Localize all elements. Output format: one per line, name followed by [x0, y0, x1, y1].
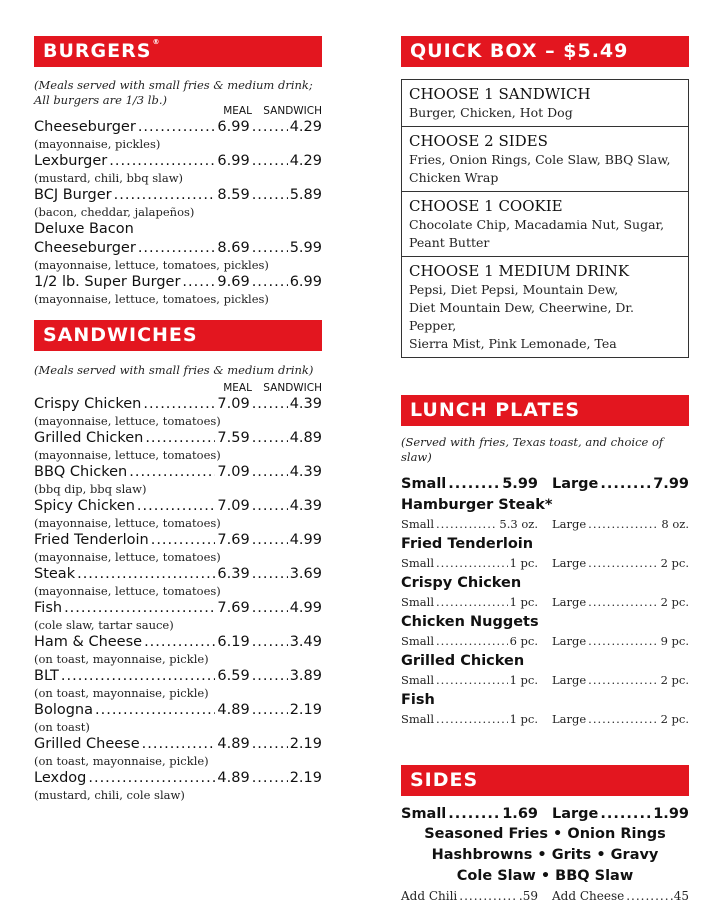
quick-box-section: [402, 192, 688, 257]
plate-name: Chicken Nuggets: [401, 614, 539, 630]
burgers-banner: [34, 36, 322, 67]
menu-item: [34, 220, 322, 272]
addon-price: .59: [518, 889, 538, 903]
quick-box-title: QUICK BOX – $5.49: [410, 40, 629, 62]
menu-item: [34, 395, 322, 428]
sandwiches-banner: [34, 320, 322, 351]
portion: 9 pc.: [660, 634, 689, 648]
leader-dots: [252, 633, 288, 652]
burgers-note-line: All burgers are 1/3 lb.): [34, 93, 167, 107]
item-name: Lexburger: [34, 153, 108, 169]
sandwich-price: 5.89: [289, 187, 322, 203]
meal-price: 6.39: [217, 566, 250, 582]
leader-dots: [588, 632, 658, 650]
quick-box-section: [402, 80, 688, 127]
sides-small-price: [401, 804, 538, 824]
menu-item: [34, 769, 322, 802]
leader-dots: [436, 515, 497, 533]
lunch-small-price: [401, 474, 538, 494]
leader-dots: [436, 671, 508, 689]
portion: 1 pc.: [509, 712, 538, 726]
burgers-note: [34, 78, 322, 108]
meal-price: 4.89: [217, 736, 250, 752]
leader-dots: [109, 152, 215, 171]
sandwich-price: 4.29: [289, 153, 322, 169]
leader-dots: [436, 632, 508, 650]
item-name: 1/2 lb. Super Burger: [34, 274, 181, 290]
leader-dots: [252, 599, 288, 618]
leader-dots: [95, 701, 215, 720]
item-name: Grilled Cheese: [34, 736, 140, 752]
leader-dots: [137, 497, 216, 516]
sandwich-price: 4.29: [289, 119, 322, 135]
leader-dots: [588, 671, 658, 689]
meal-column-header: MEAL: [223, 105, 252, 117]
size-label: Large: [552, 806, 599, 822]
lunch-plates-price-row: [401, 474, 689, 494]
item-description: (mustard, chili, bbq slaw): [34, 171, 184, 185]
section-line: Sierra Mist, Pink Lemonade, Tea: [409, 336, 617, 351]
meal-price: 9.69: [217, 274, 250, 290]
leader-dots: [252, 497, 288, 516]
small-portion: [401, 710, 538, 728]
small-portion: [401, 593, 538, 611]
lunch-plates-title: LUNCH PLATES: [410, 399, 581, 421]
section-line: Burger, Chicken, Hot Dog: [409, 105, 573, 120]
sandwich-price: 4.39: [289, 464, 322, 480]
section-line: Pepsi, Diet Pepsi, Mountain Dew,: [409, 282, 619, 297]
left-column: [34, 36, 322, 802]
burgers-note-line: (Meals served with small fries & medium drink;: [34, 78, 313, 92]
size-label: Small: [401, 556, 434, 570]
leader-dots: [145, 429, 215, 448]
section-line: Chicken Wrap: [409, 170, 499, 185]
leader-dots: [252, 701, 288, 720]
add-cheese: [552, 887, 689, 905]
menu-item: [34, 667, 322, 700]
item-name: Bologna: [34, 702, 93, 718]
item-description: (mayonnaise, lettuce, tomatoes, pickles): [34, 258, 269, 272]
item-price-row: [34, 667, 322, 686]
size-label: Large: [552, 673, 587, 687]
sandwich-price: 2.19: [289, 770, 322, 786]
sides-addons-row: [401, 887, 689, 905]
leader-dots: [114, 186, 216, 205]
size-label: Large: [552, 556, 587, 570]
large-portion: [552, 593, 689, 611]
menu-item: [34, 273, 322, 306]
leader-dots: [436, 593, 508, 611]
leader-dots: [252, 735, 288, 754]
item-price-row: [34, 701, 322, 720]
meal-price: 7.09: [217, 498, 250, 514]
size-label: Large: [552, 517, 587, 531]
plate-portions: [401, 554, 689, 572]
leader-dots: [588, 554, 658, 572]
leader-dots: [129, 463, 215, 482]
leader-dots: [143, 395, 215, 414]
large-portion: [552, 710, 689, 728]
portion: 6 pc.: [509, 634, 538, 648]
item-price-row: [34, 769, 322, 788]
leader-dots: [252, 565, 288, 584]
meal-price: 7.69: [217, 532, 250, 548]
item-price-row: [34, 118, 322, 137]
addon-label: Add Cheese: [552, 889, 625, 903]
item-price-row: [34, 497, 322, 516]
leader-dots: [64, 599, 215, 618]
item-name: Lexdog: [34, 770, 87, 786]
addon-label: Add Chili: [401, 889, 458, 903]
item-description: (mayonnaise, lettuce, tomatoes): [34, 550, 221, 564]
item-description: (on toast, mayonnaise, pickle): [34, 686, 209, 700]
sandwich-column-header: SANDWICH: [263, 382, 322, 394]
menu-item: [34, 735, 322, 768]
leader-dots: [588, 515, 659, 533]
section-line: Peant Butter: [409, 235, 490, 250]
item-price-row: [34, 152, 322, 171]
menu-item: [34, 152, 322, 185]
small-portion: [401, 515, 538, 533]
leader-dots: [138, 118, 216, 137]
size-label: Large: [552, 476, 599, 492]
price: 1.99: [653, 806, 689, 822]
small-portion: [401, 632, 538, 650]
sandwich-price: 4.89: [289, 430, 322, 446]
item-price-row: [34, 395, 322, 414]
item-price-row: [34, 735, 322, 754]
menu-item: [34, 633, 322, 666]
section-title: CHOOSE 1 SANDWICH: [409, 85, 591, 103]
item-description: (mayonnaise, lettuce, tomatoes, pickles): [34, 292, 269, 306]
portion: 1 pc.: [509, 595, 538, 609]
leader-dots: [252, 118, 288, 137]
size-label: Small: [401, 673, 434, 687]
item-price-row: [34, 531, 322, 550]
menu-item: [34, 531, 322, 564]
portion: 2 pc.: [660, 556, 689, 570]
sandwich-price: 4.99: [289, 532, 322, 548]
quick-box-banner: [401, 36, 689, 67]
plate-name: Hamburger Steak*: [401, 497, 553, 513]
price: 1.69: [502, 806, 538, 822]
large-portion: [552, 554, 689, 572]
plate-portions: [401, 593, 689, 611]
item-name: Ham & Cheese: [34, 634, 143, 650]
section-title: CHOOSE 1 MEDIUM DRINK: [409, 262, 630, 280]
meal-column-header: MEAL: [223, 382, 252, 394]
leader-dots: [138, 239, 216, 258]
leader-dots: [252, 239, 288, 258]
leader-dots: [436, 554, 508, 572]
menu-item: [34, 429, 322, 462]
item-name: BBQ Chicken: [34, 464, 128, 480]
leader-dots: [142, 735, 216, 754]
plate-portions: [401, 515, 689, 533]
portion: 1 pc.: [509, 556, 538, 570]
leader-dots: [144, 633, 215, 652]
item-description: (on toast): [34, 720, 90, 734]
quick-box-panel: [401, 79, 689, 358]
item-name: Steak: [34, 566, 76, 582]
sides-large-price: [552, 804, 689, 824]
item-price-row: [34, 599, 322, 618]
sandwiches-list: [34, 395, 322, 802]
size-label: Small: [401, 634, 434, 648]
menu-item: [34, 463, 322, 496]
leader-dots: [252, 186, 288, 205]
sandwich-price: 3.49: [289, 634, 322, 650]
sandwiches-note: (Meals served with small fries & medium drink): [34, 363, 314, 377]
portion: 2 pc.: [660, 712, 689, 726]
item-description: (on toast, mayonnaise, pickle): [34, 652, 209, 666]
menu-item: [34, 118, 322, 151]
leader-dots: [77, 565, 215, 584]
item-name: Grilled Chicken: [34, 430, 144, 446]
lunch-plates-list: [401, 496, 689, 728]
plate-portions: [401, 632, 689, 650]
sides-banner: [401, 765, 689, 796]
leader-dots: [151, 531, 216, 550]
portion: 2 pc.: [660, 595, 689, 609]
meal-price: 4.89: [217, 702, 250, 718]
item-name: Cheeseburger: [34, 119, 136, 135]
menu-item: [34, 599, 322, 632]
size-label: Small: [401, 517, 434, 531]
right-column: [401, 36, 689, 905]
item-description: (mayonnaise, lettuce, tomatoes): [34, 414, 221, 428]
item-description: (mayonnaise, lettuce, tomatoes): [34, 584, 221, 598]
leader-dots: [61, 667, 216, 686]
sandwiches-title: SANDWICHES: [43, 324, 198, 346]
portion: 5.3 oz.: [499, 517, 538, 531]
sandwich-price: 3.69: [289, 566, 322, 582]
burgers-title: BURGERS: [43, 40, 152, 62]
item-description: (bbq dip, bbq slaw): [34, 482, 147, 496]
sandwiches-column-headers: [34, 382, 322, 394]
size-label: Small: [401, 476, 447, 492]
sides-title: SIDES: [410, 769, 479, 791]
section-line: Diet Mountain Dew, Cheerwine, Dr. Pepper,: [409, 300, 634, 333]
item-price-row: [34, 565, 322, 584]
sides-line: Cole Slaw • BBQ Slaw: [456, 868, 634, 884]
item-price-row: [34, 463, 322, 482]
plate-name: Fish: [401, 692, 435, 708]
trademark-mark: ®: [152, 38, 161, 46]
meal-price: 6.59: [217, 668, 250, 684]
small-portion: [401, 554, 538, 572]
leader-dots: [588, 710, 658, 728]
meal-price: 7.69: [217, 600, 250, 616]
item-name: BCJ Burger: [34, 187, 112, 203]
large-portion: [552, 632, 689, 650]
size-label: Small: [401, 806, 447, 822]
price: 7.99: [653, 476, 689, 492]
plate-name: Crispy Chicken: [401, 575, 522, 591]
sandwich-price: 4.99: [289, 600, 322, 616]
portion: 8 oz.: [661, 517, 689, 531]
meal-price: 6.99: [217, 153, 250, 169]
lunch-plates-banner: [401, 395, 689, 426]
lunch-plates-note: (Served with fries, Texas toast, and choice of slaw): [401, 435, 664, 464]
portion: 1 pc.: [509, 673, 538, 687]
item-price-row: [34, 239, 322, 258]
meal-price: 4.89: [217, 770, 250, 786]
quick-box-section: [402, 257, 688, 357]
meal-price: 6.19: [217, 634, 250, 650]
item-name: Fried Tenderloin: [34, 532, 149, 548]
quick-box-section: [402, 127, 688, 192]
meal-price: 6.99: [217, 119, 250, 135]
menu-item: [34, 565, 322, 598]
item-price-row: [34, 429, 322, 448]
sandwich-price: 2.19: [289, 702, 322, 718]
size-label: Small: [401, 595, 434, 609]
item-description: (mayonnaise, lettuce, tomatoes): [34, 448, 221, 462]
menu-item: [34, 701, 322, 734]
leader-dots: [252, 152, 288, 171]
meal-price: 7.09: [217, 464, 250, 480]
add-chili: [401, 887, 538, 905]
large-portion: [552, 671, 689, 689]
item-name: Fish: [34, 600, 63, 616]
lunch-large-price: [552, 474, 689, 494]
price: 5.99: [502, 476, 538, 492]
item-price-row: [34, 186, 322, 205]
meal-price: 8.59: [217, 187, 250, 203]
leader-dots: [182, 273, 215, 292]
meal-price: 8.69: [217, 240, 250, 256]
plate-name: Fried Tenderloin: [401, 536, 534, 552]
sandwich-price: 4.39: [289, 498, 322, 514]
large-portion: [552, 515, 689, 533]
plate-portions: [401, 710, 689, 728]
section-title: CHOOSE 2 SIDES: [409, 132, 548, 150]
leader-dots: [436, 710, 508, 728]
leader-dots: [252, 531, 288, 550]
addon-price: .45: [669, 889, 689, 903]
item-price-row: [34, 273, 322, 292]
item-description: (bacon, cheddar, jalapeños): [34, 205, 195, 219]
item-name: Spicy Chicken: [34, 498, 135, 514]
item-name: BLT: [34, 668, 59, 684]
item-name-line: Deluxe Bacon: [34, 221, 134, 237]
item-price-row: [34, 633, 322, 652]
sandwich-price: 3.89: [289, 668, 322, 684]
menu-item: [34, 186, 322, 219]
leader-dots: [588, 593, 658, 611]
sandwich-price: 5.99: [289, 240, 322, 256]
item-name: Cheeseburger: [34, 240, 136, 256]
plate-portions: [401, 671, 689, 689]
sides-line: Seasoned Fries • Onion Rings: [424, 826, 666, 842]
leader-dots: [252, 273, 288, 292]
size-label: Large: [552, 634, 587, 648]
size-label: Large: [552, 595, 587, 609]
leader-dots: [88, 769, 215, 788]
item-name: Crispy Chicken: [34, 396, 142, 412]
meal-price: 7.09: [217, 396, 250, 412]
sandwich-column-header: SANDWICH: [263, 105, 322, 117]
section-title: CHOOSE 1 COOKIE: [409, 197, 563, 215]
menu-item: [34, 497, 322, 530]
item-description: (cole slaw, tartar sauce): [34, 618, 174, 632]
meal-price: 7.59: [217, 430, 250, 446]
sandwich-price: 4.39: [289, 396, 322, 412]
item-description: (mayonnaise, pickles): [34, 137, 161, 151]
size-label: Small: [401, 712, 434, 726]
sandwich-price: 6.99: [289, 274, 322, 290]
burgers-list: [34, 118, 322, 306]
sides-price-row: [401, 804, 689, 824]
leader-dots: [252, 667, 288, 686]
section-line: Chocolate Chip, Macadamia Nut, Sugar,: [409, 217, 665, 232]
sides-line: Hashbrowns • Grits • Gravy: [431, 847, 659, 863]
item-description: (mayonnaise, lettuce, tomatoes): [34, 516, 221, 530]
size-label: Large: [552, 712, 587, 726]
sandwich-price: 2.19: [289, 736, 322, 752]
leader-dots: [252, 395, 288, 414]
portion: 2 pc.: [660, 673, 689, 687]
item-description: (on toast, mayonnaise, pickle): [34, 754, 209, 768]
plate-name: Grilled Chicken: [401, 653, 525, 669]
leader-dots: [252, 769, 288, 788]
leader-dots: [252, 429, 288, 448]
small-portion: [401, 671, 538, 689]
section-line: Fries, Onion Rings, Cole Slaw, BBQ Slaw,: [409, 152, 671, 167]
leader-dots: [252, 463, 288, 482]
item-description: (mustard, chili, cole slaw): [34, 788, 185, 802]
